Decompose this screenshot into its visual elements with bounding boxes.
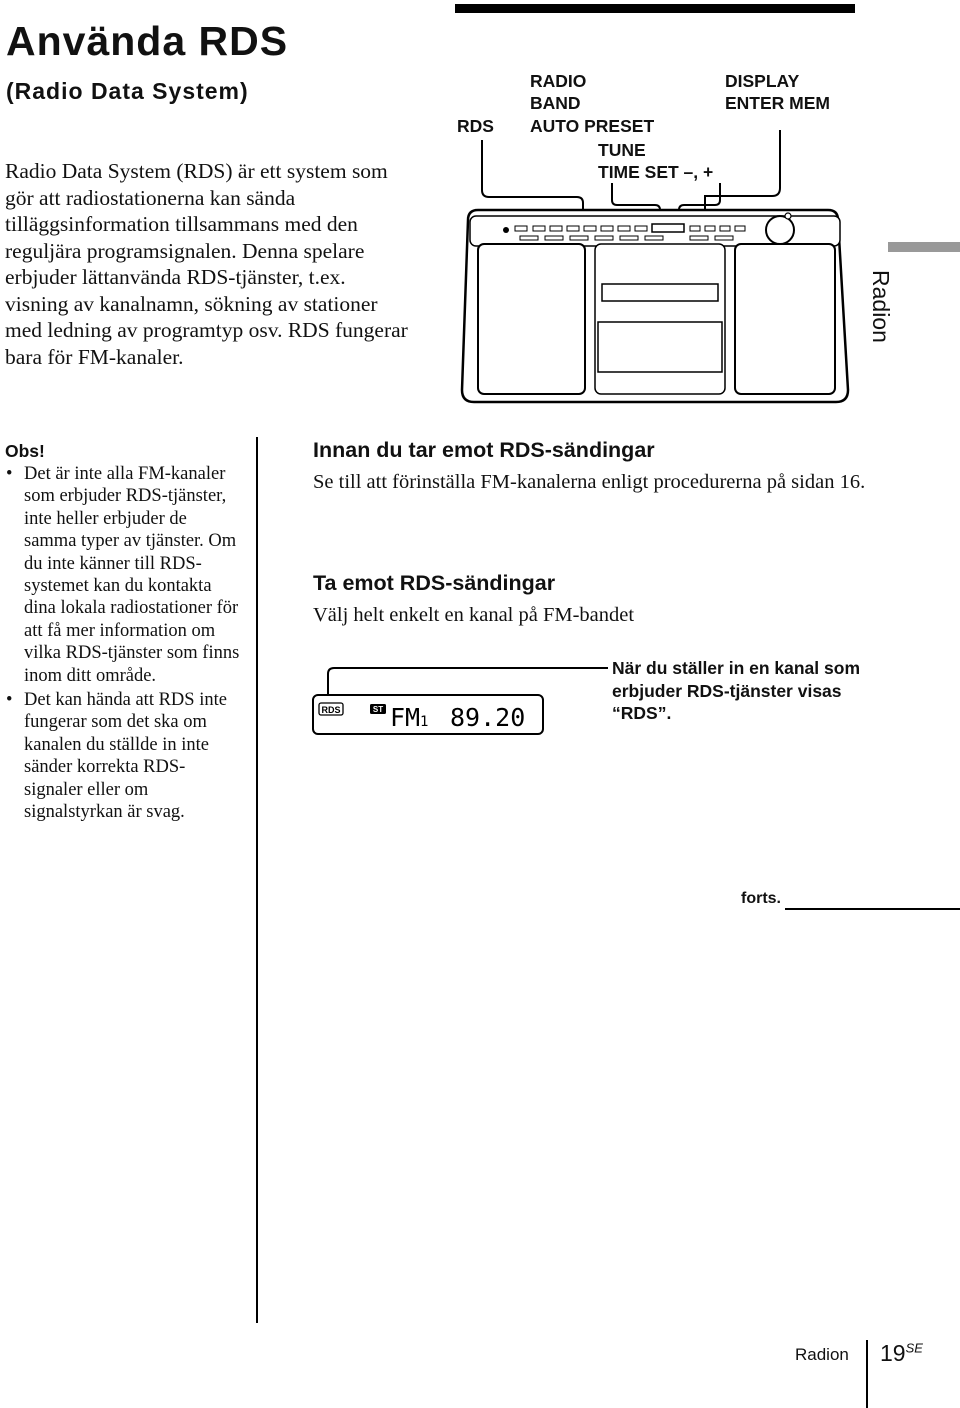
continued-rule [785, 908, 960, 910]
label-time-set: TIME SET –, + [598, 162, 714, 182]
bullet-icon: • [6, 690, 13, 711]
continued-label: forts. [741, 890, 781, 907]
lcd-st-badge: ST [372, 705, 384, 714]
page-title: Använda RDS [6, 18, 289, 64]
list-item: • Det kan hända att RDS inte fungerar som det ska om kanalen du ställde in inte sänder korrekta RDS-signaler eller om signalstyrkan är svag. [6, 690, 227, 823]
notes-heading: Obs! [5, 441, 45, 461]
footer-section-label: Radion [795, 1345, 849, 1364]
section-heading-receive: Ta emot RDS-sändingar [313, 571, 556, 595]
section-body-before: Se till att förinställa FM-kanalerna enligt procedurerna på sidan 16. [313, 471, 866, 493]
lcd-caption: När du ställer in en kanal som erbjuder RDS-tjänster visas “RDS”. [612, 658, 860, 723]
side-tab-label: Radion [868, 270, 894, 343]
lcd-window [652, 224, 684, 232]
left-speaker [478, 244, 585, 394]
label-display: DISPLAY [725, 71, 800, 91]
page-subtitle: (Radio Data System) [6, 78, 249, 104]
side-tab-bar [888, 242, 960, 252]
list-item: • Det är inte alla FM-kanaler som erbjuder RDS-tjänster, inte heller erbjuder de samma typer av tjänster. Om du inte känner till RDS-systemet kan du kontakta dina lokala radiostationer för att få mer information om vilka RDS-tjänster som finns inom ditt område. [6, 464, 240, 686]
top-rule [455, 4, 855, 13]
lcd-display-illustration [308, 660, 608, 740]
section-body-receive: Välj helt enkelt en kanal på FM-bandet [313, 604, 635, 626]
page-number: $19^{SE}$ [880, 1340, 923, 1366]
power-indicator [503, 227, 509, 233]
lcd-frequency: 89.20 [450, 703, 526, 732]
lcd-preset: 1 [420, 714, 429, 730]
callout-line-lcd [328, 668, 608, 697]
label-auto-preset: AUTO PRESET [530, 116, 655, 136]
footer-divider [866, 1340, 868, 1408]
label-enter-mem: ENTER MEM [725, 93, 830, 113]
lcd-band: FM [390, 703, 421, 732]
lcd-rds-badge: RDS [321, 705, 341, 715]
volume-knob [766, 216, 794, 244]
right-speaker [735, 244, 835, 394]
label-band: BAND [530, 93, 581, 113]
section-heading-before: Innan du tar emot RDS-sändingar [313, 438, 655, 462]
label-rds: RDS [457, 116, 494, 136]
page-number-suffix: SE [905, 1340, 923, 1356]
column-divider [256, 437, 258, 1323]
bullet-icon: • [6, 464, 13, 484]
cassette-window-top [602, 284, 718, 301]
radio-device-illustration [440, 130, 870, 410]
label-tune: TUNE [598, 140, 646, 160]
intro-paragraph: Radio Data System (RDS) är ett system som gör att radiostationerna kan sända tilläggsinformation tillsammans med den reguljära programsignalen. Denna spelare erbjuder lättanvända RDS-tjänster, t.ex. visning av kanalnamn, sökning av stationer med ledning av programtyp osv. RDS fungerar bara för FM-kanaler. [5, 159, 408, 369]
notes-list [5, 463, 243, 826]
label-radio: RADIO [530, 71, 587, 91]
cassette-door [598, 322, 722, 372]
